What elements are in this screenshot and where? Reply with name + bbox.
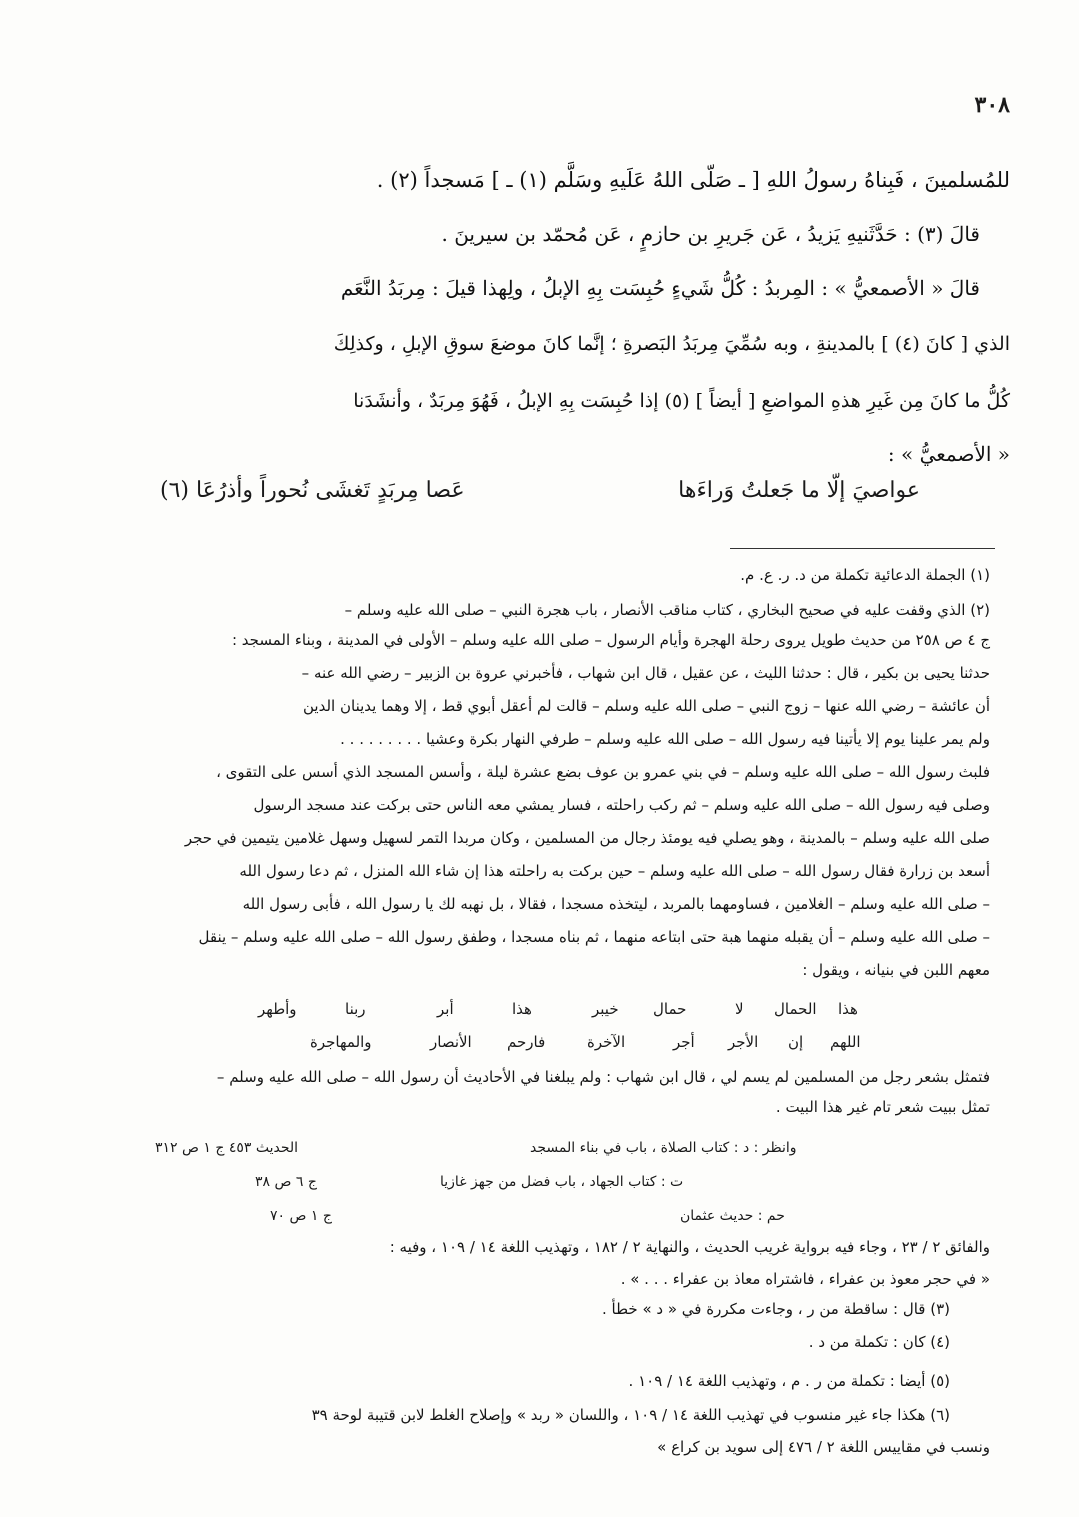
footnote-2-line-9: أسعد بن زرارة فقال رسول الله – صلى الله عليه وسلم – حين بركت به راحلته هذا إن شاء الله المنزل ، ثم دعا رسول الله [239, 862, 990, 880]
reference-2-source: ت : كتاب الجهاد ، باب فضل من جهز غازيا [440, 1174, 684, 1190]
footnote-2-line-10: – صلى الله عليه وسلم – الغلامين ، فساومهما بالمربد ، ليتخذه مسجدا ، فقالا ، بل نهبه لك يا رسول الله ، فأبى رسول الله [242, 895, 990, 913]
reference-1-source: وانظر : د : كتاب الصلاة ، باب في بناء المسجد [530, 1140, 797, 1156]
poem-r2-word: الأجر [728, 1033, 759, 1051]
footnote-2-line-15: والفائق ٢ / ٢٣ ، وجاء فيه برواية غريب الحديث ، والنهاية ٢ / ١٨٢ ، وتهذيب اللغة ١٤ / ١٠٩ ، وفيه : [389, 1238, 990, 1256]
reference-3-source: حم : حديث عثمان [680, 1208, 785, 1224]
poem-r2-word: الآخرة [587, 1033, 626, 1051]
footnote-2-line-4: أن عائشة – رضي الله عنها – زوج النبي – صلى الله عليه وسلم – قالت لم أعقل أبوي قط ، إلا وهما يدينان الدين [303, 697, 990, 715]
footnote-2-line-8: صلى الله عليه وسلم – بالمدينة ، وهو يصلي فيه يومئذ رجال من المسلمين ، وكان مربدا التمر لسهيل وسهل غلامين يتيمين في حجر [184, 829, 990, 847]
poem-r1-word: هذا [838, 1000, 858, 1018]
footnote-2-line-5: ولم يمر علينا يوم إلا يأتينا فيه رسول الله – صلى الله عليه وسلم – طرفي النهار بكرة وعشيا . . . . . . . . . [340, 730, 990, 748]
poem-r2-word: إن [788, 1033, 804, 1051]
poem-r1-word: ربنا [345, 1000, 366, 1018]
footnote-2-line-3: حدثنا يحيى بن بكير ، قال : حدثنا الليث ، عن عقيل ، قال ابن شهاب ، فأخبرني عروة بن الزبير – رضي الله عنه – [301, 664, 990, 682]
poem-r1-word: لا [735, 1000, 744, 1018]
poem-r1-word: حمال [653, 1000, 687, 1018]
poem-r1-word: خيبر [592, 1000, 619, 1018]
footnote-2-line-1: (٢) الذي وقفت عليه في صحيح البخاري ، كتاب مناقب الأنصار ، باب هجرة النبي – صلى الله عليه وسلم – [344, 601, 990, 619]
poem-r2-word: أجر [673, 1033, 695, 1051]
footnote-2-line-2: ج ٤ ص ٢٥٨ من حديث طويل يروى رحلة الهجرة وأيام الرسول – صلى الله عليه وسلم – الأولى في المدينة ، وبناء المسجد : [231, 631, 990, 649]
poem-r2-word: فارحم [507, 1033, 546, 1051]
reference-1-location: الحديث ٤٥٣ ج ١ ص ٣١٢ [155, 1140, 299, 1156]
footnote-2-line-16: « في حجر معوذ بن عفراء ، فاشتراه معاذ بن عفراء . . . » . [620, 1270, 990, 1288]
footnote-divider [730, 548, 995, 549]
footnote-6-line-2: ونسب في مقاييس اللغة ٢ / ٤٧٦ إلى سويد بن كراع » [657, 1438, 990, 1456]
footnote-5: (٥) أيضا : تكملة من ر . م ، وتهذيب اللغة ١٤ / ١٠٩ . [628, 1372, 950, 1390]
footnote-2-line-14: تمثل ببيت شعر تام غير هذا البيت . [775, 1098, 990, 1116]
poem-r1-word: وأطهر [258, 1000, 297, 1018]
main-line-5: كُلُّ ما كانَ مِن غَيرِ هذهِ المواضعِ [ أيضاً ] (٥) إذا حُبِسَت بِهِ الإبلُ ، فَهُوَ مِربَدٌ ، وأنشَدَنا [353, 390, 1010, 412]
poem-r2-word: والمهاجرة [310, 1033, 372, 1051]
verse-hemistich-second: عَصا مِربَدٍ تَغشَى نُحوراً وأذرُعَا (٦) [160, 478, 465, 503]
footnote-6-line-1: (٦) هكذا جاء غير منسوب في تهذيب اللغة ١٤ / ١٠٩ ، واللسان « ربد » وإصلاح الغلط لابن قتيبة لوحة ٣٩ [311, 1406, 950, 1424]
reference-3-location: ج ١ ص ٧٠ [270, 1208, 332, 1224]
footnote-2-line-11: – صلى الله عليه وسلم – أن يقبله منهما هبة حتى ابتاعه منهما ، ثم بناه مسجدا ، وطفق رسول الله – صلى الله عليه وسلم – ينقل [198, 928, 990, 946]
footnote-1: (١) الجملة الدعائية تكملة من د. ر. ع. م. [740, 566, 990, 584]
poem-r2-word: الأنصار [430, 1033, 472, 1051]
footnote-3: (٣) قال : ساقطة من ر ، وجاءت مكررة في « د » خطأ . [602, 1300, 950, 1318]
footnote-2-line-13: فتمثل بشعر رجل من المسلمين لم يسم لي ، قال ابن شهاب : ولم يبلغنا في الأحاديث أن رسول الله – صلى الله عليه وسلم – [216, 1068, 990, 1086]
footnote-2-line-6: فلبث رسول الله – صلى الله عليه وسلم – في بني عمرو بن عوف بضع عشرة ليلة ، وأسس المسجد الذي أسس على التقوى ، [216, 763, 990, 781]
verse-hemistich-first: عواصيَ إلّا ما جَعلتُ وَراءَها [678, 478, 920, 503]
main-line-4: الذي [ كانَ (٤) ] بالمدينةِ ، وبه سُمِّيَ مِربَدُ البَصرةِ ؛ إنَّما كانَ موضعَ سوقِ الإبلِ ، وكذلِكَ [333, 333, 1010, 355]
main-line-2: قالَ (٣) : حَدَّثَنيهِ يَزيدُ ، عَن جَريرِ بن حازمٍ ، عَن مُحمّد بن سيرينَ . [441, 222, 980, 246]
reference-2-location: ج ٦ ص ٣٨ [255, 1174, 317, 1190]
footnote-2-line-7: وصلى فيه رسول الله – صلى الله عليه وسلم – ثم ركب راحلته ، فسار يمشي معه الناس حتى بركت عند مسجد الرسول [253, 796, 990, 814]
main-line-3: قالَ « الأصمعيُّ » : المِربدُ : كُلُّ شَيءٍ حُبِسَت بِهِ الإبلُ ، ولِهذا قيلَ : مِربَدُ النَّعَم [340, 276, 980, 300]
main-line-6: « الأصمعيُّ » : [887, 442, 1010, 466]
poem-r1-word: أبر [437, 1000, 454, 1018]
footnote-4: (٤) كان : تكملة من د . [808, 1333, 950, 1351]
poem-r1-word: الحمال [774, 1000, 817, 1018]
poem-r2-word: اللهم [830, 1033, 861, 1051]
main-line-1: للمُسلمينَ ، فَبِناهُ رسولُ اللهِ [ ـ صَلّى اللهُ عَلَيهِ وسَلَّم (١) ـ ] مَسجداً (٢) . [376, 168, 1010, 192]
poem-r1-word: هذا [512, 1000, 532, 1018]
footnote-2-line-12: معهم اللبن في بنيانه ، ويقول : [802, 961, 990, 979]
page-number: ٣٠٨ [974, 92, 1010, 118]
